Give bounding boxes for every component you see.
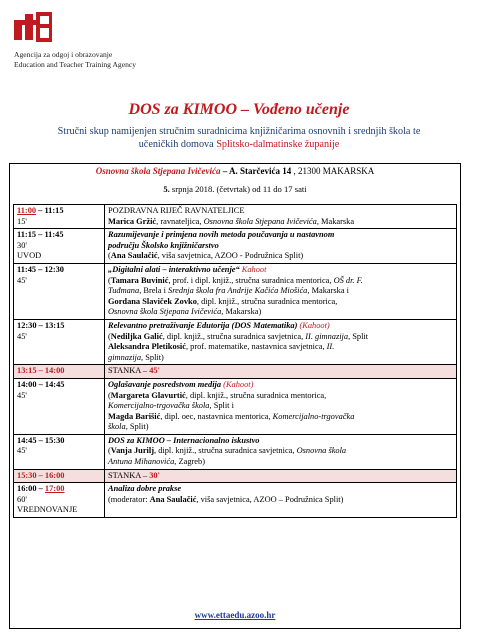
session-type: UVOD xyxy=(17,251,42,261)
duration: 45' xyxy=(17,331,27,341)
break-cell xyxy=(105,469,457,483)
venue-line xyxy=(10,166,460,176)
kahoot-tag: Kahoot xyxy=(241,264,267,274)
speaker-role: , dipl. knjiž., stručna suradnica savjetnica, xyxy=(154,446,297,456)
kahoot-tag: (Kahoot) xyxy=(223,379,254,389)
break-label: STANKA – xyxy=(108,366,150,376)
table-row xyxy=(14,378,457,434)
break-minutes: 45' xyxy=(149,366,160,376)
speaker-org: Komercijalno-trgovačka xyxy=(272,411,355,421)
time-cell xyxy=(14,263,105,319)
programme-box xyxy=(9,163,461,629)
speaker-name: Aleksandra Pletikosić xyxy=(108,342,186,352)
time-range: 11:45 – 12:30 xyxy=(17,264,64,274)
speaker-role: , prof. matematike, nastavnica savjetnica, xyxy=(185,342,327,352)
time-end: – 11:15 xyxy=(36,206,64,215)
speaker-city: , Zagreb) xyxy=(174,457,205,467)
speaker-city: , Makarska i xyxy=(307,286,350,296)
time-cell xyxy=(14,434,105,469)
speaker-role: , ravnateljica, xyxy=(156,216,204,226)
page-title: DOS za KIMOO – Vođeno učenje xyxy=(128,101,350,118)
time-cell xyxy=(14,205,105,229)
agency-logo xyxy=(14,10,52,53)
time-range: 14:00 – 14:45 xyxy=(17,379,65,389)
break-row xyxy=(14,365,457,379)
speaker-name: Vanja Jurilj xyxy=(110,446,154,456)
speaker-org: Osnovna škola Stjepana Ivičevića xyxy=(108,307,222,317)
speaker-role: , dipl. oec, nastavnica mentorica, xyxy=(160,411,273,421)
speaker-city: , Makarska) xyxy=(221,307,262,317)
speaker-sep: , Brela i xyxy=(139,286,169,296)
table-row xyxy=(14,229,457,264)
time-end: 17:00 xyxy=(44,484,65,494)
speaker-role: , dipl. knjiž., stručna suradnica savjetnica, xyxy=(162,331,306,341)
speaker-name: Tamara Buvinić xyxy=(110,275,169,285)
time-cell xyxy=(14,365,105,379)
session-title: Relevantno pretraživanje Edutorija (DOS Matematika) xyxy=(108,320,298,330)
table-row xyxy=(14,205,457,229)
duration: 45' xyxy=(17,446,27,456)
speaker-name: Margareta Glavurtić xyxy=(110,390,186,400)
agency-name-hr: Agencija za odgoj i obrazovanje xyxy=(14,50,113,59)
table-row xyxy=(14,434,457,469)
time-range: 11:15 – 11:45 xyxy=(17,230,64,240)
speaker-city: , Split) xyxy=(125,422,149,432)
duration: 45' xyxy=(17,390,27,400)
time-cell xyxy=(14,229,105,264)
speaker-name: Nedilјka Galić xyxy=(110,331,163,341)
subtitle-line1: Stručni skup namijenjen stručnim suradnicima knjižničarima osnovnih i srednjih škola te xyxy=(57,126,421,137)
venue-postal: , 21300 MAKARSKA xyxy=(291,166,375,176)
table-row xyxy=(14,263,457,319)
agency-name-en: Education and Teacher Training Agency xyxy=(14,60,137,69)
session-cell: „Digitalni alati – interaktivno učenje“ Kahoot (Tamara Buvinić, prof. i dipl. knjiž., stručna suradnica mentorica, OŠ dr. F. Tuđmana, Brela i Srednja škola fra Andrije Kačića Miošića, Makarska i Gordana Slaviček Zovko, dipl. knjiž., stručna suradnica mentorica, Osnovna škola Stjepana Ivičevića, Makarska) xyxy=(105,263,457,319)
speaker-org: Komercijalno-trgovačka škola xyxy=(108,401,210,411)
event-date xyxy=(10,184,460,194)
break-row xyxy=(14,469,457,483)
session-title: Oglašavanje posredstvom medija xyxy=(108,379,222,389)
time-cell xyxy=(14,483,105,518)
duration: 30' xyxy=(17,240,27,250)
speaker-role: , dipl. knjiž., stručna suradnica mentorica, xyxy=(196,296,338,306)
subtitle-line2 xyxy=(10,138,468,151)
session-cell: DOS za KIMOO – Internacionalno iskustvo (Vanja Jurilj, dipl. knjiž., stručna suradnica savjetnica, Osnovna škola Antuna Mihanovića, Zagreb) xyxy=(105,434,457,469)
session-cell xyxy=(105,205,457,229)
speaker-name: Marica Gržić xyxy=(108,216,157,226)
duration: 60' xyxy=(17,494,27,504)
table-row xyxy=(14,483,457,518)
session-type: VREDNOVANJE xyxy=(17,505,78,515)
speaker-name: Gordana Slaviček Zovko xyxy=(108,296,197,306)
speaker-org: II. xyxy=(326,342,335,352)
session-cell: Relevantno pretraživanje Edutorija (DOS Matematika) (Kahoot) (Nedilјka Galić, dipl. knjiž., stručna suradnica savjetnica, II. gimnazija, Split Aleksandra Pletikosić, prof. matematike, nastavnica savjetnica, II. gimnazija, Split) xyxy=(105,319,457,364)
session-cell: Razumijevanje i primjena novih metoda poučavanja u nastavnom području Školsko knjižničarstvo (Ana Saulačić, viša savjetnica, AZOO - Podružnica Split) xyxy=(105,229,457,264)
speaker-org: II. gimnazija xyxy=(305,331,349,341)
time-start: 16:00 – xyxy=(17,484,45,494)
time-range: 14:45 – 15:30 xyxy=(17,435,65,445)
moderator-prefix: (moderator: xyxy=(108,494,150,504)
venue-street: A. Starčevića 14 xyxy=(229,166,292,176)
subtitle-prefix: učeničkih domova xyxy=(138,139,217,150)
session-title: Razumijevanje i primjena novih metoda poučavanja u nastavnom xyxy=(108,230,335,240)
time-cell xyxy=(14,319,105,364)
moderator-name: Ana Saulačić xyxy=(149,494,197,504)
table-row xyxy=(14,319,457,364)
speaker-role: , dipl. knjiž., stručna suradnica mentorica, xyxy=(185,390,327,400)
county-name: Splitsko-dalmatinske županije xyxy=(216,139,340,150)
agency-name xyxy=(14,50,136,70)
session-cell: Oglašavanje posredstvom medija (Kahoot) (Margareta Glavurtić, dipl. knjiž., stručna suradnica mentorica, Komercijalno-trgovačka škola, Split i Magda Barišić, dipl. oec, nastavnica mentorica, Komercijalno-trgovačka škola, Split) xyxy=(105,378,457,434)
session-title: „Digitalni alati – interaktivno učenje“ xyxy=(108,264,240,274)
duration: 45' xyxy=(17,275,27,285)
speaker-org: OŠ dr. F. xyxy=(333,275,363,285)
speaker-org-cont: gimnazija xyxy=(108,352,142,362)
speaker-city: , Split xyxy=(348,331,369,341)
speaker-city: , Makarska xyxy=(316,216,355,226)
venue-school: Osnovna škola Stjepana Ivičevića xyxy=(95,166,221,176)
session-title: DOS za KIMOO – Internacionalno iskustvo xyxy=(108,435,260,445)
speaker-name: Magda Barišić xyxy=(108,411,161,421)
speaker-role: , prof. i dipl. knjiž., stručna suradnica mentorica, xyxy=(168,275,334,285)
time-range: 15:30 – 16:00 xyxy=(17,470,65,480)
break-label: STANKA – xyxy=(108,470,150,480)
speaker-org-2: Srednja škola fra Andrije Kačića Miošića xyxy=(168,286,308,296)
session-title: Analiza dobre prakse xyxy=(108,484,182,494)
session-title: POZDRAVNA RIJEČ RAVNATELJICE xyxy=(108,206,245,215)
kahoot-tag: (Kahoot) xyxy=(299,320,330,330)
event-date-day: 5. xyxy=(163,184,170,194)
website-link[interactable]: www.ettaedu.azoo.hr xyxy=(194,610,276,620)
speaker-role: , viša savjetnica, AZOO - Podružnica Split) xyxy=(157,251,304,261)
speaker-name: Ana Saulačić xyxy=(110,251,158,261)
speaker-org: Osnovna škola Stjepana Ivičevića xyxy=(203,216,317,226)
moderator-role: , viša savjetnica, AZOO – Podružnica Split) xyxy=(196,494,344,504)
speaker-org-cont: Tuđmana xyxy=(108,286,140,296)
speaker-org-cont: škola xyxy=(108,422,126,432)
time-cell xyxy=(14,469,105,483)
duration: 15' xyxy=(17,216,27,226)
time-start: 11:00 xyxy=(17,206,37,215)
speaker-org-cont: Antuna Mihanovića xyxy=(108,457,175,467)
time-cell xyxy=(14,378,105,434)
session-cell xyxy=(105,483,457,518)
speaker-org: Osnovna škola xyxy=(296,446,347,456)
time-range: 12:30 – 13:15 xyxy=(17,320,65,330)
break-minutes: 30' xyxy=(149,470,160,480)
session-title-cont: području Školsko knjižničarstvo xyxy=(108,240,219,250)
event-date-rest: srpnja 2018. (četvrtak) od 11 do 17 sati xyxy=(169,184,307,194)
speaker-city: , Split i xyxy=(209,401,234,411)
break-cell xyxy=(105,365,457,379)
venue-sep: – xyxy=(220,166,229,176)
programme-table xyxy=(13,204,457,518)
time-range: 13:15 – 14:00 xyxy=(17,366,65,376)
speaker-city: , Split) xyxy=(141,352,164,362)
page-subtitle xyxy=(10,125,468,151)
